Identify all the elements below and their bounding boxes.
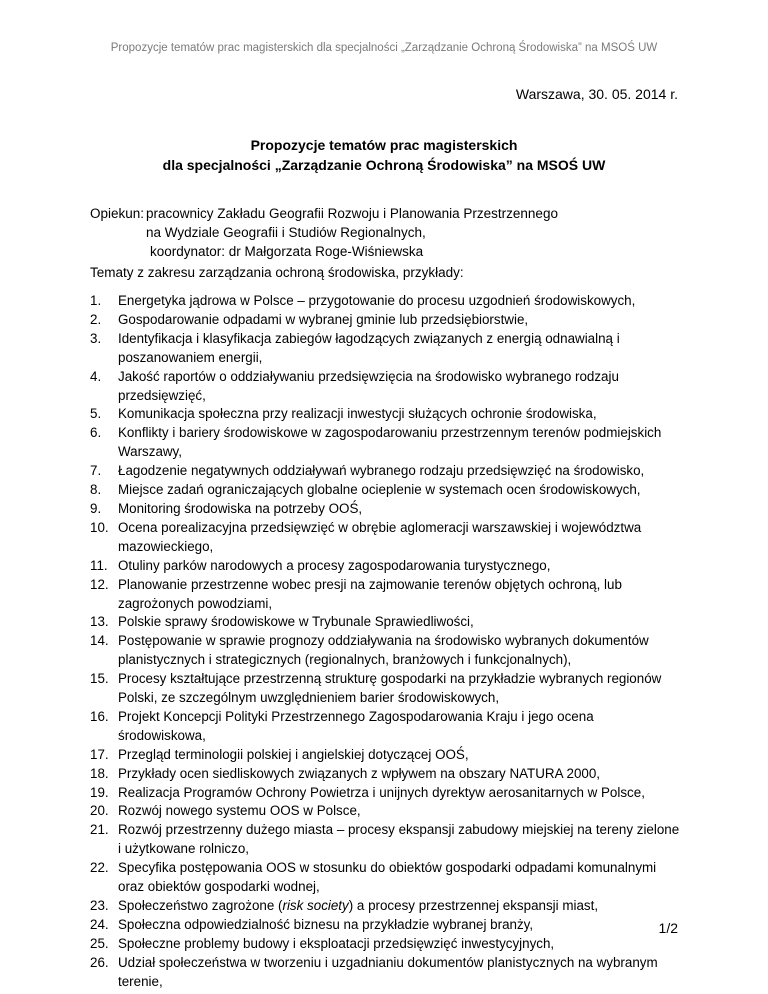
supervisor-block: [90, 204, 690, 261]
topic-number: 5.: [90, 406, 102, 422]
topic-number: 20.: [90, 803, 109, 819]
supervisor-line-2: na Wydziale Geografii i Studiów Regionalnych,: [146, 225, 426, 240]
supervisor-line-1: pracownicy Zakładu Geografii Rozwoju i Planowania Przestrzennego: [146, 206, 558, 221]
topic-item: [90, 462, 680, 481]
topic-number: 21.: [90, 822, 109, 838]
topic-item: [90, 368, 680, 406]
topic-text: Rozwój przestrzenny dużego miasta – procesy ekspansji zabudowy miejskiej na tereny zielone i użytkowane rolniczo,: [118, 822, 680, 857]
topic-item: [90, 708, 680, 746]
topic-text: Monitoring środowiska na potrzeby OOŚ,: [118, 500, 363, 516]
topic-number: 24.: [90, 916, 109, 932]
topic-text: Projekt Koncepcji Polityki Przestrzennego Zagospodarowania Kraju i jego ocena środowiskowa,: [118, 708, 594, 743]
topic-number: 25.: [90, 935, 109, 951]
topic-number: 13.: [90, 614, 109, 630]
running-header: Propozycje tematów prac magisterskich dla specjalności „Zarządzanie Ochroną Środowiska” na MSOŚ UW: [110, 42, 658, 54]
topic-item: [90, 311, 680, 330]
topic-item: [90, 613, 680, 632]
topic-number: 10.: [90, 519, 109, 535]
topic-text: Planowanie przestrzenne wobec presji na zajmowanie terenów objętych ochroną, lub zagrożonych powodziami,: [118, 576, 622, 611]
topic-text: Konflikty i bariery środowiskowe w zagospodarowaniu przestrzennym terenów podmiejskich Warszawy,: [118, 425, 662, 460]
topic-number: 9.: [90, 500, 102, 516]
topic-item: [90, 500, 680, 519]
topic-item: [90, 519, 680, 557]
topic-number: 8.: [90, 482, 102, 498]
supervisor-coordinator: koordynator: dr Małgorzata Roge-Wiśniewska: [150, 244, 424, 259]
topic-text: Otuliny parków narodowych a procesy zagospodarowania turystycznego,: [118, 557, 551, 573]
topic-text: Polskie sprawy środowiskowe w Trybunale Sprawiedliwości,: [118, 614, 474, 630]
topic-number: 7.: [90, 463, 102, 479]
topic-text: Jakość raportów o oddziaływaniu przedsięwzięcia na środowisko wybranego rodzaju przedsięwzięć,: [118, 368, 619, 403]
topic-item: [90, 292, 680, 311]
topic-text: Realizacja Programów Ochrony Powietrza i unijnych dyrektyw aerosanitarnych w Polsce,: [118, 784, 645, 800]
topic-text: Postępowanie w sprawie prognozy oddziaływania na środowisko wybranych dokumentów planistycznych i strategicznych (regionalnych, branżowych i funkcjonalnych),: [118, 633, 649, 668]
topic-text: Społeczna odpowiedzialność biznesu na przykładzie wybranej branży,: [118, 916, 534, 932]
topic-number: 2.: [90, 311, 102, 327]
title-line-1: Propozycje tematów prac magisterskich: [250, 137, 518, 153]
topic-item: [90, 330, 680, 368]
topic-number: 14.: [90, 633, 109, 649]
topic-number: 23.: [90, 898, 109, 913]
topic-text: Miejsce zadań ograniczających globalne ocieplenie w systemach ocen środowiskowych,: [118, 482, 641, 498]
document-date: Warszawa, 30. 05. 2014 r.: [515, 86, 678, 102]
topic-number: 6.: [90, 425, 102, 441]
topic-text: Udział społeczeństwa w tworzeniu i uzgadnianiu dokumentów planistycznych na wybranym terenie,: [118, 954, 658, 989]
supervisor-label: Opiekun:: [90, 206, 145, 221]
topic-item: [90, 784, 680, 803]
topic-item: [90, 557, 680, 576]
page-number: 1/2: [658, 920, 678, 936]
topic-text: Komunikacja społeczna przy realizacji inwestycji służących ochronie środowiska,: [118, 406, 597, 422]
topic-number: 3.: [90, 330, 102, 346]
topic-number: 11.: [90, 557, 108, 573]
topic-item: [90, 802, 680, 821]
topic-number: 17.: [90, 746, 109, 762]
topic-number: 1.: [90, 293, 102, 308]
topic-text: Przykłady ocen siedliskowych związanych z wpływem na obszary NATURA 2000,: [118, 765, 601, 781]
topic-text: Ocena porealizacyjna przedsięwzięć w obrębie aglomeracji warszawskiej i województwa mazowieckiego,: [118, 519, 642, 554]
topic-item: [90, 746, 680, 765]
topic-text: Przegląd terminologii polskiej i angielskiej dotyczącej OOŚ,: [118, 746, 469, 762]
topic-item: [90, 481, 680, 500]
title-line-2: dla specjalności „Zarządzanie Ochroną Środowiska” na MSOŚ UW: [162, 157, 606, 173]
topic-text: Energetyka jądrowa w Polsce – przygotowanie do procesu uzgodnień środowiskowych,: [118, 293, 636, 308]
topic-number: 22.: [90, 860, 109, 876]
topics-intro: Tematy z zakresu zarządzania ochroną środowiska, przykłady:: [90, 265, 464, 280]
topic-item: [90, 935, 680, 954]
topic-text: Identyfikacja i klasyfikacja zabiegów łagodzących związanych z energią odnawialną i poszanowaniem energii,: [118, 330, 620, 365]
topic-text: Specyfika postępowania OOS w stosunku do obiektów gospodarki odpadami komunalnymi oraz obiektów gospodarki wodnej,: [118, 860, 657, 895]
topic-text: Społeczne problemy budowy i eksploatacji przedsięwzięć inwestycyjnych,: [118, 935, 555, 951]
topic-item: [90, 632, 680, 670]
topic-text: Łagodzenie negatywnych oddziaływań wybranego rodzaju przedsięwzięć na środowisko,: [118, 463, 645, 479]
topic-item: [90, 859, 680, 897]
topic-text: Społeczeństwo zagrożone (risk society) a procesy przestrzennej ekspansji miast,: [118, 898, 599, 913]
topic-number: 26.: [90, 954, 109, 970]
topic-item: [90, 821, 680, 859]
topic-item: [90, 405, 680, 424]
topic-number: 19.: [90, 784, 109, 800]
topic-number: 4.: [90, 368, 102, 384]
topic-item: [90, 670, 680, 708]
topic-item: [90, 897, 680, 916]
document-title: [0, 135, 768, 175]
topic-item: [90, 765, 680, 784]
topic-text: Rozwój nowego systemu OOS w Polsce,: [118, 803, 361, 819]
topic-item: [90, 916, 680, 935]
topic-item: [90, 576, 680, 614]
topic-item: [90, 424, 680, 462]
topic-text: Procesy kształtujące przestrzenną strukturę gospodarki na przykładzie wybranych regionów Polski, ze szczególnym uwzględnieniem barier środowiskowych,: [118, 671, 662, 706]
topic-number: 12.: [90, 576, 109, 592]
topic-number: 16.: [90, 708, 109, 724]
topic-number: 18.: [90, 765, 109, 781]
topic-number: 15.: [90, 671, 109, 687]
topic-item: [90, 954, 680, 992]
topic-text: Gospodarowanie odpadami w wybranej gminie lub przedsiębiorstwie,: [118, 311, 529, 327]
topic-list: [90, 292, 680, 992]
